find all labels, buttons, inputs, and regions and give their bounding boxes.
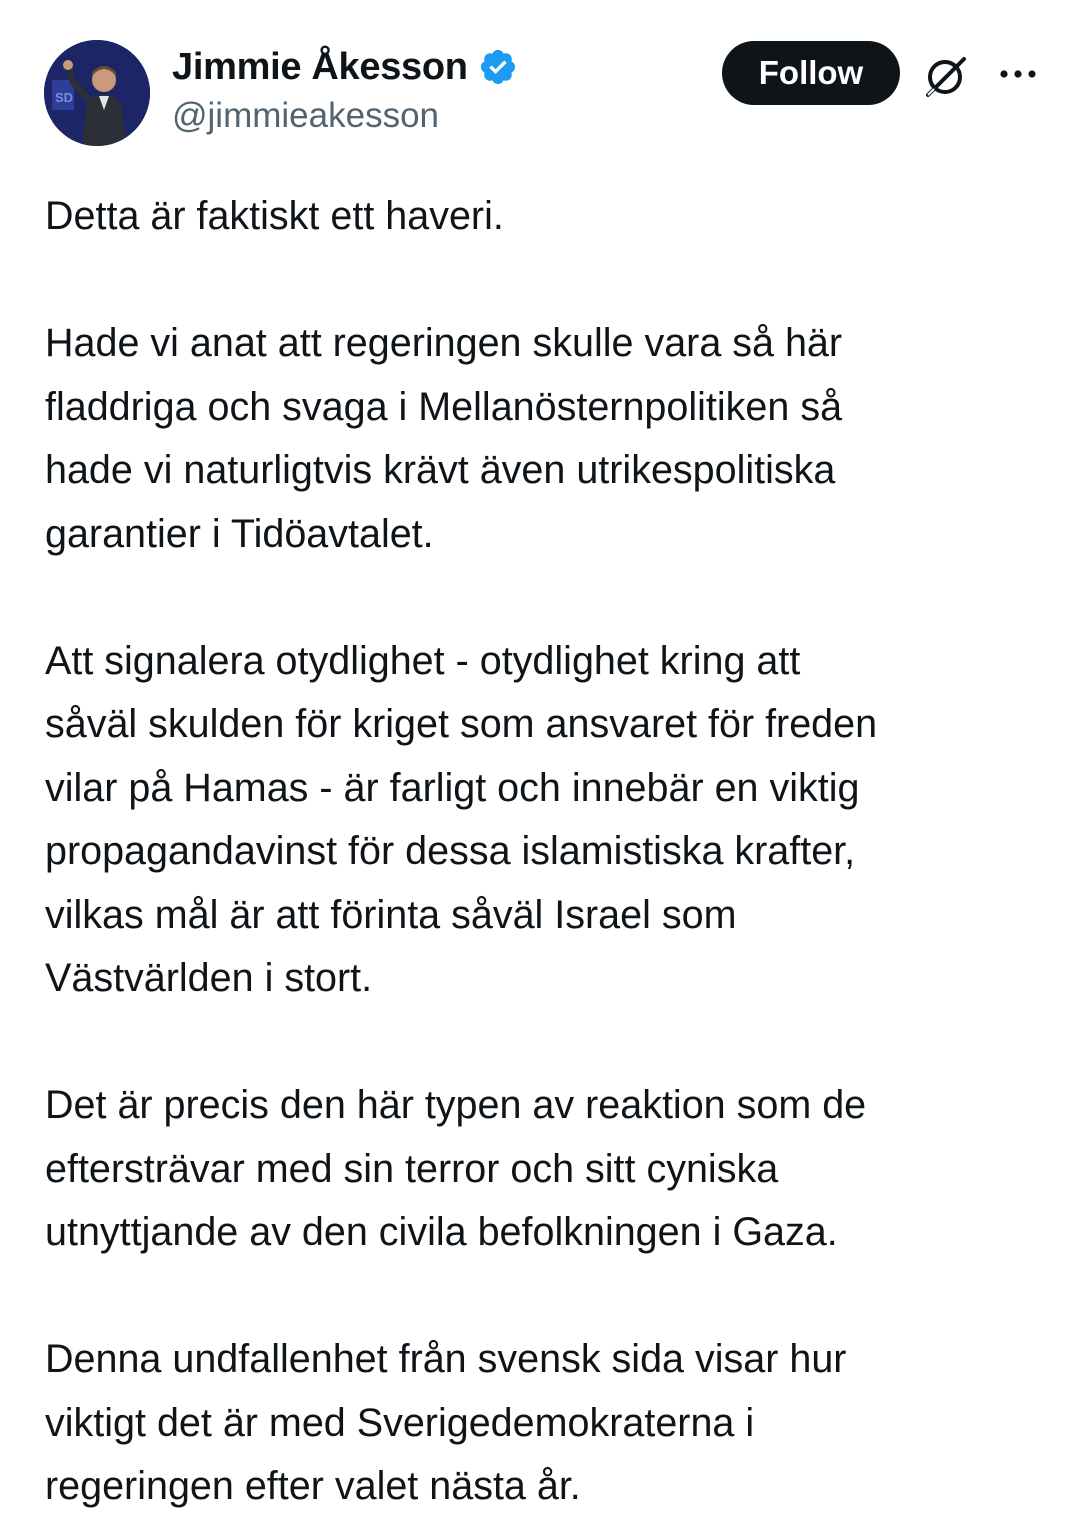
verified-badge-icon bbox=[478, 47, 518, 87]
tweet-paragraph: Detta är faktiskt ett haveri. bbox=[45, 194, 504, 238]
follow-button[interactable]: Follow bbox=[722, 41, 900, 105]
grok-icon[interactable] bbox=[920, 50, 972, 102]
avatar-photo-icon bbox=[44, 40, 150, 146]
tweet-paragraph: Hade vi anat att regeringen skulle vara så här fladdriga och svaga i Mellanösternpolitiken så hade vi naturligtvis krävt även utrikespolitiska garantier i Tidöavtalet. bbox=[45, 321, 843, 556]
tweet-paragraph: Denna undfallenhet från svensk sida visar hur viktigt det är med Sverigedemokraterna i regeringen efter valet nästa år. bbox=[45, 1337, 847, 1508]
tweet-paragraph: Att signalera otydlighet - otydlighet kring att såväl skulden för kriget som ansvaret för freden vilar på Hamas - är farligt och innebär en viktig propagandavinst för dessa islamistiska krafter, vilkas mål är att förinta såväl Israel som Västvärlden i stort. bbox=[45, 638, 878, 1000]
avatar[interactable] bbox=[44, 40, 150, 146]
author-display-name[interactable]: Jimmie Åkesson bbox=[172, 45, 468, 88]
svg-text:SD: SD bbox=[55, 90, 74, 105]
tweet-text bbox=[45, 185, 1055, 1519]
author-handle[interactable]: @jimmieakesson bbox=[172, 96, 439, 135]
tweet-header bbox=[0, 0, 1086, 160]
more-options-icon[interactable] bbox=[994, 54, 1042, 94]
author-name-row bbox=[172, 42, 518, 92]
tweet-paragraph: Det är precis den här typen av reaktion som de eftersträvar med sin terror och sitt cyniska utnyttjande av den civila befolkningen i Gaza. bbox=[45, 1083, 867, 1254]
